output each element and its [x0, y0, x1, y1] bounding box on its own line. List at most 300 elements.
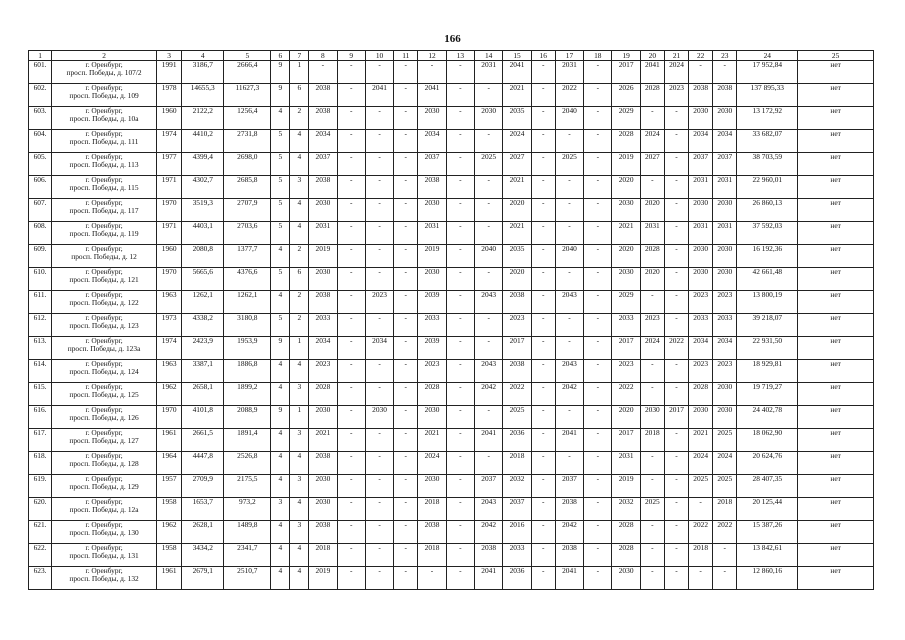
build-year: 1963: [157, 291, 182, 314]
repair-year-cell: 2043: [475, 498, 503, 521]
repair-year-cell: -: [664, 268, 688, 291]
repair-year-cell: -: [664, 567, 688, 590]
flag-cell: нет: [798, 452, 874, 475]
estimated-cost: 33 682,07: [737, 130, 798, 153]
repair-year-cell: -: [584, 360, 612, 383]
repair-year-cell: 2019: [418, 245, 446, 268]
repair-year-cell: -: [394, 245, 418, 268]
repair-year-cell: -: [584, 314, 612, 337]
repair-year-cell: 2031: [713, 176, 737, 199]
repair-year-cell: -: [394, 567, 418, 590]
repair-year-cell: 2031: [309, 222, 337, 245]
estimated-cost: 17 952,84: [737, 61, 798, 84]
entrances: 4: [290, 498, 309, 521]
repair-year-cell: -: [394, 268, 418, 291]
repair-year-cell: -: [394, 475, 418, 498]
repair-year-cell: 2018: [309, 544, 337, 567]
repair-year-cell: 2031: [555, 61, 583, 84]
total-area: 3387,1: [182, 360, 224, 383]
repair-year-cell: -: [555, 199, 583, 222]
repair-year-cell: 2020: [503, 199, 531, 222]
row-number: 614.: [29, 360, 52, 383]
repair-year-cell: -: [531, 153, 555, 176]
column-header: 8: [309, 51, 337, 61]
build-year: 1973: [157, 314, 182, 337]
repair-year-cell: -: [446, 567, 474, 590]
living-area: 2526,8: [224, 452, 271, 475]
repair-year-cell: -: [475, 176, 503, 199]
floors: 5: [271, 222, 290, 245]
table-row: [29, 84, 874, 107]
repair-year-cell: -: [640, 383, 664, 406]
repair-year-cell: -: [584, 498, 612, 521]
repair-year-cell: -: [365, 360, 393, 383]
build-year: 1961: [157, 429, 182, 452]
repair-year-cell: -: [584, 406, 612, 429]
repair-year-cell: 2041: [475, 429, 503, 452]
floors: 4: [271, 107, 290, 130]
repair-year-cell: 2031: [475, 61, 503, 84]
address-street: просп. Победы, д. 113: [69, 160, 139, 169]
repair-year-cell: -: [531, 176, 555, 199]
repair-year-cell: -: [475, 268, 503, 291]
repair-year-cell: 2017: [664, 406, 688, 429]
estimated-cost: 18 062,90: [737, 429, 798, 452]
row-number: 613.: [29, 337, 52, 360]
total-area: 4399,4: [182, 153, 224, 176]
repair-year-cell: -: [531, 544, 555, 567]
total-area: 2661,5: [182, 429, 224, 452]
repair-year-cell: -: [337, 567, 365, 590]
flag-cell: нет: [798, 383, 874, 406]
table-row: [29, 406, 874, 429]
repair-year-cell: -: [584, 291, 612, 314]
column-header: 16: [531, 51, 555, 61]
repair-year-cell: -: [475, 222, 503, 245]
repair-year-cell: -: [531, 314, 555, 337]
column-header: 12: [418, 51, 446, 61]
estimated-cost: 39 218,07: [737, 314, 798, 337]
repair-year-cell: -: [446, 406, 474, 429]
repair-year-cell: -: [584, 61, 612, 84]
address-city: г. Оренбург,: [85, 497, 123, 506]
floors: 4: [271, 475, 290, 498]
estimated-cost: 28 407,35: [737, 475, 798, 498]
repair-year-cell: 2030: [713, 383, 737, 406]
total-area: 2080,8: [182, 245, 224, 268]
repair-year-cell: -: [531, 452, 555, 475]
repair-year-cell: 2041: [555, 567, 583, 590]
repair-year-cell: -: [555, 452, 583, 475]
floors: 9: [271, 337, 290, 360]
repair-year-cell: 2030: [309, 268, 337, 291]
column-header: 19: [612, 51, 640, 61]
flag-cell: нет: [798, 176, 874, 199]
address-city: г. Оренбург,: [85, 543, 123, 552]
living-area: 2685,8: [224, 176, 271, 199]
repair-year-cell: 2038: [555, 544, 583, 567]
address-cell: [52, 176, 157, 199]
address-city: г. Оренбург,: [85, 474, 123, 483]
floors: 4: [271, 452, 290, 475]
repair-year-cell: -: [555, 130, 583, 153]
repair-year-cell: -: [446, 314, 474, 337]
repair-year-cell: 2024: [640, 130, 664, 153]
repair-year-cell: -: [337, 107, 365, 130]
repair-year-cell: 2040: [555, 107, 583, 130]
address-street: просп. Победы, д. 132: [69, 574, 139, 583]
repair-year-cell: -: [584, 130, 612, 153]
estimated-cost: 137 895,33: [737, 84, 798, 107]
repair-year-cell: 2041: [503, 61, 531, 84]
build-year: 1970: [157, 268, 182, 291]
repair-year-cell: 2024: [640, 337, 664, 360]
repair-year-cell: -: [664, 521, 688, 544]
repair-year-cell: -: [531, 222, 555, 245]
column-header: 22: [689, 51, 713, 61]
repair-year-cell: -: [446, 291, 474, 314]
living-area: 1953,9: [224, 337, 271, 360]
repair-year-cell: -: [584, 153, 612, 176]
repair-year-cell: 2038: [503, 360, 531, 383]
repair-year-cell: -: [394, 360, 418, 383]
repair-year-cell: 2030: [309, 475, 337, 498]
repair-year-cell: -: [365, 452, 393, 475]
floors: 9: [271, 84, 290, 107]
repair-year-cell: 2025: [475, 153, 503, 176]
repair-year-cell: 2039: [418, 337, 446, 360]
column-header: 1: [29, 51, 52, 61]
address-cell: [52, 452, 157, 475]
address-city: г. Оренбург,: [85, 221, 123, 230]
floors: 5: [271, 268, 290, 291]
repair-year-cell: 2025: [713, 475, 737, 498]
repair-year-cell: 2024: [689, 452, 713, 475]
flag-cell: нет: [798, 222, 874, 245]
repair-year-cell: -: [584, 383, 612, 406]
row-number: 602.: [29, 84, 52, 107]
repair-year-cell: 2036: [503, 567, 531, 590]
repair-year-cell: 2019: [612, 153, 640, 176]
estimated-cost: 13 172,92: [737, 107, 798, 130]
floors: 4: [271, 567, 290, 590]
repair-year-cell: -: [531, 107, 555, 130]
repair-year-cell: -: [584, 84, 612, 107]
repair-year-cell: -: [337, 544, 365, 567]
repair-year-cell: 2030: [418, 107, 446, 130]
repair-year-cell: 2038: [309, 291, 337, 314]
repair-year-cell: -: [337, 383, 365, 406]
repair-year-cell: -: [394, 521, 418, 544]
build-year: 1970: [157, 199, 182, 222]
repair-year-cell: 2030: [713, 268, 737, 291]
entrances: 4: [290, 153, 309, 176]
address-city: г. Оренбург,: [85, 175, 123, 184]
repair-year-cell: -: [555, 406, 583, 429]
repair-year-cell: 2030: [612, 567, 640, 590]
repair-year-cell: -: [337, 452, 365, 475]
repair-year-cell: -: [640, 291, 664, 314]
repair-year-cell: -: [640, 360, 664, 383]
column-header: 9: [337, 51, 365, 61]
repair-year-cell: -: [713, 61, 737, 84]
repair-year-cell: -: [531, 406, 555, 429]
repair-year-cell: 2030: [612, 199, 640, 222]
living-area: 1377,7: [224, 245, 271, 268]
repair-year-cell: 2038: [713, 84, 737, 107]
address-city: г. Оренбург,: [85, 566, 123, 575]
repair-year-cell: -: [664, 360, 688, 383]
repair-year-cell: 2028: [418, 383, 446, 406]
build-year: 1963: [157, 360, 182, 383]
entrances: 1: [290, 337, 309, 360]
repair-year-cell: 2026: [612, 84, 640, 107]
table-row: [29, 291, 874, 314]
repair-year-cell: 2038: [309, 521, 337, 544]
total-area: 3519,3: [182, 199, 224, 222]
repair-year-cell: 2043: [475, 360, 503, 383]
repair-year-cell: -: [394, 107, 418, 130]
table-row: [29, 176, 874, 199]
table-row: [29, 498, 874, 521]
flag-cell: нет: [798, 498, 874, 521]
repair-year-cell: -: [555, 222, 583, 245]
repair-year-cell: 2021: [503, 84, 531, 107]
repair-year-cell: -: [446, 429, 474, 452]
repair-year-cell: -: [664, 245, 688, 268]
column-header: 7: [290, 51, 309, 61]
repair-year-cell: -: [337, 337, 365, 360]
address-city: г. Оренбург,: [85, 290, 123, 299]
repair-year-cell: -: [365, 429, 393, 452]
repair-year-cell: -: [584, 429, 612, 452]
floors: 4: [271, 245, 290, 268]
repair-year-cell: -: [394, 383, 418, 406]
column-header: 18: [584, 51, 612, 61]
row-number: 612.: [29, 314, 52, 337]
repair-year-cell: -: [446, 544, 474, 567]
address-street: просп. Победы, д. 124: [69, 367, 139, 376]
build-year: 1974: [157, 337, 182, 360]
repair-year-cell: 2038: [689, 84, 713, 107]
living-area: 1256,4: [224, 107, 271, 130]
flag-cell: нет: [798, 130, 874, 153]
estimated-cost: 37 592,03: [737, 222, 798, 245]
repair-year-cell: -: [446, 61, 474, 84]
repair-year-cell: -: [531, 521, 555, 544]
table-row: [29, 245, 874, 268]
repair-year-cell: -: [394, 544, 418, 567]
row-number: 609.: [29, 245, 52, 268]
column-header: 5: [224, 51, 271, 61]
repair-year-cell: -: [689, 498, 713, 521]
table-row: [29, 314, 874, 337]
repair-year-cell: 2030: [713, 107, 737, 130]
repair-year-cell: -: [584, 544, 612, 567]
column-header: 20: [640, 51, 664, 61]
repair-year-cell: -: [337, 130, 365, 153]
column-header: 11: [394, 51, 418, 61]
estimated-cost: 12 860,16: [737, 567, 798, 590]
repair-year-cell: -: [475, 130, 503, 153]
living-area: 2707,9: [224, 199, 271, 222]
repair-year-cell: -: [531, 383, 555, 406]
repair-year-cell: -: [640, 176, 664, 199]
row-number: 604.: [29, 130, 52, 153]
row-number: 615.: [29, 383, 52, 406]
entrances: 6: [290, 84, 309, 107]
build-year: 1958: [157, 498, 182, 521]
entrances: 3: [290, 176, 309, 199]
repair-year-cell: 2023: [664, 84, 688, 107]
address-street: просп. Победы, д. 126: [69, 413, 139, 422]
address-city: г. Оренбург,: [85, 267, 123, 276]
build-year: 1977: [157, 153, 182, 176]
repair-year-cell: -: [446, 268, 474, 291]
column-header: 4: [182, 51, 224, 61]
address-street: просп. Победы, д. 109: [69, 91, 139, 100]
living-area: 1262,1: [224, 291, 271, 314]
repair-year-cell: -: [555, 268, 583, 291]
column-header: 13: [446, 51, 474, 61]
floors: 3: [271, 498, 290, 521]
entrances: 3: [290, 521, 309, 544]
address-cell: [52, 498, 157, 521]
floors: 4: [271, 521, 290, 544]
flag-cell: нет: [798, 314, 874, 337]
column-header: 14: [475, 51, 503, 61]
floors: 9: [271, 61, 290, 84]
table-body: [29, 61, 874, 590]
address-city: г. Оренбург,: [85, 336, 123, 345]
estimated-cost: 22 931,50: [737, 337, 798, 360]
entrances: 2: [290, 107, 309, 130]
build-year: 1961: [157, 567, 182, 590]
repair-year-cell: 2025: [503, 406, 531, 429]
total-area: 3434,2: [182, 544, 224, 567]
repair-year-cell: 2023: [640, 314, 664, 337]
repair-year-cell: 2029: [612, 291, 640, 314]
table-row: [29, 130, 874, 153]
repair-year-cell: 2037: [475, 475, 503, 498]
address-street: просп. Победы, д. 128: [69, 459, 139, 468]
row-number: 622.: [29, 544, 52, 567]
table-row: [29, 153, 874, 176]
repair-year-cell: 2023: [365, 291, 393, 314]
row-number: 601.: [29, 61, 52, 84]
repair-year-cell: -: [337, 498, 365, 521]
repair-year-cell: 2028: [612, 544, 640, 567]
column-header: 23: [713, 51, 737, 61]
estimated-cost: 13 842,61: [737, 544, 798, 567]
total-area: 4338,2: [182, 314, 224, 337]
repair-year-cell: -: [365, 475, 393, 498]
repair-year-cell: -: [394, 314, 418, 337]
table-row: [29, 268, 874, 291]
repair-year-cell: -: [475, 406, 503, 429]
repair-year-cell: 2022: [664, 337, 688, 360]
repair-year-cell: -: [446, 521, 474, 544]
repair-year-cell: -: [446, 452, 474, 475]
floors: 4: [271, 544, 290, 567]
build-year: 1957: [157, 475, 182, 498]
repair-year-cell: 2020: [640, 199, 664, 222]
repair-year-cell: -: [337, 153, 365, 176]
estimated-cost: 16 192,36: [737, 245, 798, 268]
repair-year-cell: -: [394, 199, 418, 222]
estimated-cost: 24 402,78: [737, 406, 798, 429]
repair-year-cell: 2031: [689, 176, 713, 199]
estimated-cost: 20 125,44: [737, 498, 798, 521]
repair-year-cell: 2021: [612, 222, 640, 245]
repair-year-cell: -: [664, 475, 688, 498]
repair-year-cell: 2030: [713, 199, 737, 222]
living-area: 2341,7: [224, 544, 271, 567]
repair-year-cell: 2023: [612, 360, 640, 383]
row-number: 606.: [29, 176, 52, 199]
repair-year-cell: -: [475, 314, 503, 337]
entrances: 2: [290, 291, 309, 314]
housing-register-table: [28, 50, 874, 590]
living-area: 2731,8: [224, 130, 271, 153]
repair-year-cell: -: [664, 498, 688, 521]
repair-year-cell: 2030: [475, 107, 503, 130]
table-row: [29, 337, 874, 360]
floors: 5: [271, 153, 290, 176]
address-street: просп. Победы, д. 117: [69, 206, 139, 215]
flag-cell: нет: [798, 567, 874, 590]
repair-year-cell: -: [365, 61, 393, 84]
table-row: [29, 61, 874, 84]
living-area: 1489,8: [224, 521, 271, 544]
repair-year-cell: 2038: [309, 84, 337, 107]
repair-year-cell: 2019: [309, 567, 337, 590]
repair-year-cell: 2030: [418, 268, 446, 291]
repair-year-cell: -: [394, 222, 418, 245]
build-year: 1971: [157, 222, 182, 245]
build-year: 1971: [157, 176, 182, 199]
flag-cell: нет: [798, 475, 874, 498]
build-year: 1978: [157, 84, 182, 107]
entrances: 4: [290, 544, 309, 567]
repair-year-cell: 2031: [713, 222, 737, 245]
entrances: 4: [290, 222, 309, 245]
repair-year-cell: 2028: [640, 245, 664, 268]
table-row: [29, 199, 874, 222]
address-street: просп. Победы, д. 125: [69, 390, 139, 399]
repair-year-cell: -: [446, 153, 474, 176]
repair-year-cell: 2021: [418, 429, 446, 452]
repair-year-cell: -: [531, 291, 555, 314]
address-cell: [52, 406, 157, 429]
flag-cell: нет: [798, 291, 874, 314]
entrances: 4: [290, 360, 309, 383]
repair-year-cell: -: [664, 176, 688, 199]
repair-year-cell: -: [337, 521, 365, 544]
address-city: г. Оренбург,: [85, 198, 123, 207]
flag-cell: нет: [798, 199, 874, 222]
repair-year-cell: 2021: [503, 176, 531, 199]
total-area: 3186,7: [182, 61, 224, 84]
repair-year-cell: 2035: [503, 107, 531, 130]
column-header: 15: [503, 51, 531, 61]
table-row: [29, 107, 874, 130]
estimated-cost: 26 860,13: [737, 199, 798, 222]
address-street: просп. Победы, д. 123: [69, 321, 139, 330]
repair-year-cell: 2030: [689, 199, 713, 222]
repair-year-cell: -: [640, 521, 664, 544]
address-city: г. Оренбург,: [85, 83, 123, 92]
